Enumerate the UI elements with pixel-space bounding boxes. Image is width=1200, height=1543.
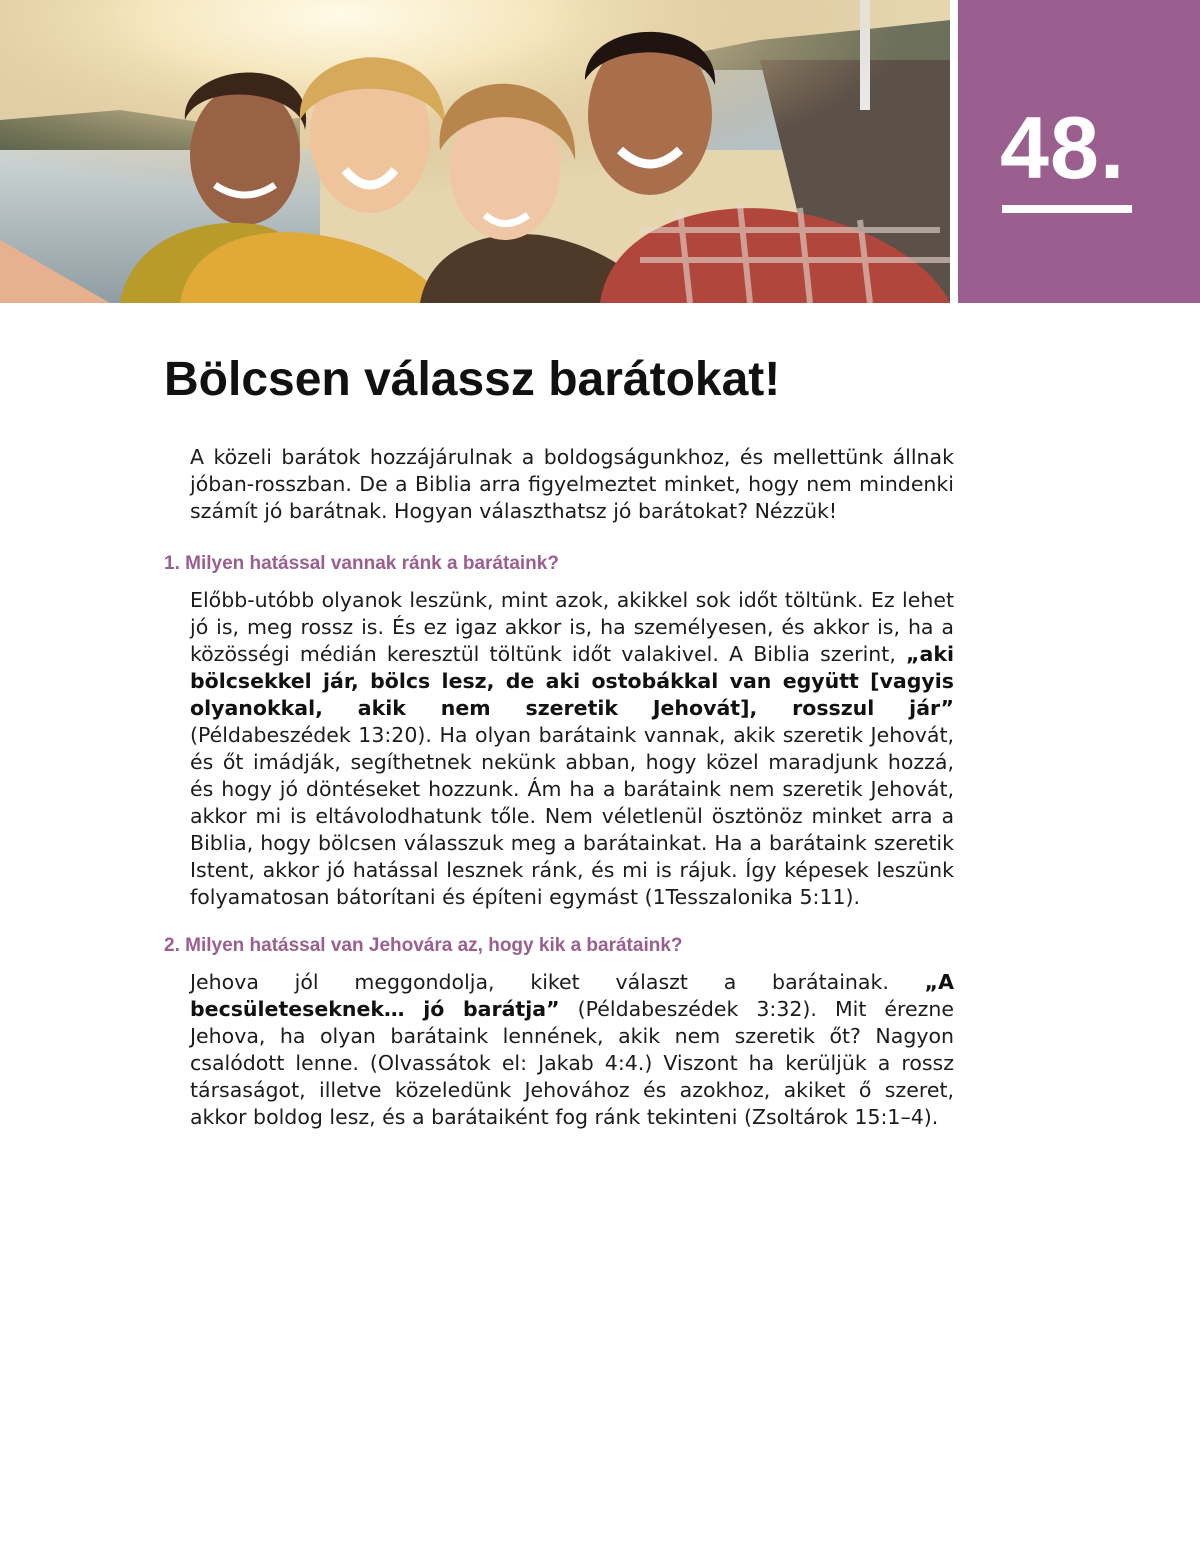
badge-underline [1002,205,1132,213]
lesson-number-badge [958,0,1200,303]
lesson-number: 48. [1000,98,1126,197]
article-body [164,444,954,1153]
answer-1 [190,587,954,911]
answer-1-text-a: Előbb-utóbb olyanok leszünk, mint azok, akikkel sok időt töltünk. Ez lehet jó is, meg rossz is. És ez igaz akkor is, ha személyesen, és akkor is, ha a közösségi médián keresztül töltünk időt valakivel. A Biblia szerint, [190,588,954,666]
header-photo [0,0,950,303]
intro-paragraph: A közeli barátok hozzájárulnak a boldogságunkhoz, és mellettünk állnak jóban-rosszban. De a Biblia arra figyelmeztet minket, hogy nem mindenki számít jó barátnak. Hogyan választhatsz jó barátokat? Nézzük! [190,445,954,523]
page-title: Bölcsen válassz barátokat! [164,353,781,406]
answer-2-quote: „A becsületeseknek… jó barátja” [190,970,954,1021]
friends-selfie-illustration [0,0,950,303]
answer-2-text-b: (Példabeszédek 3:32). Mit érezne Jehova, ha olyan barátaink lennének, akik nem szeretik őt? Nagyon csalódott lenne. (Olvassátok el: Jakab 4:4.) Viszont ha kerüljük a rossz társaságot, illetve közeledünk Jehovához és azokhoz, akiket ő szeret, akkor boldog lesz, és a barátaiként fog ránk tekinteni (Zsoltárok 15:1–4). [190,997,955,1129]
answer-1-text-b: (Példabeszédek 13:20). Ha olyan barátaink vannak, akik szeretik Jehovát, és őt imádják, segíthetnek nekünk abban, hogy közel maradjunk hozzá, és hogy jó döntéseket hozzunk. Ám ha a barátaink nem szeretik Jehovát, akkor mi is eltávolodhatunk tőle. Nem véletlenül ösztönöz minket arra a Biblia, hogy bölcsen válasszuk meg a barátainkat. Ha a barátaink szeretik Istent, akkor jó hatással lesznek ránk, és mi is rájuk. Így képesek leszünk folyamatosan bátorítani és építeni egymást (1Tesszalonika 5:11). [190,723,954,909]
question-1: 1. Milyen hatással vannak ránk a barátaink? [164,553,559,574]
answer-2-text-a: Jehova jól meggondolja, kiket választ a barátainak. [190,970,925,994]
answer-2 [190,969,954,1131]
answer-1-quote: „aki bölcsekkel jár, bölcs lesz, de aki ostobákkal van együtt [vagyis olyanokkal, akik nem szeretik Jehovát], rosszul jár” [190,642,954,720]
question-2: 2. Milyen hatással van Jehovára az, hogy kik a barátaink? [164,935,683,956]
